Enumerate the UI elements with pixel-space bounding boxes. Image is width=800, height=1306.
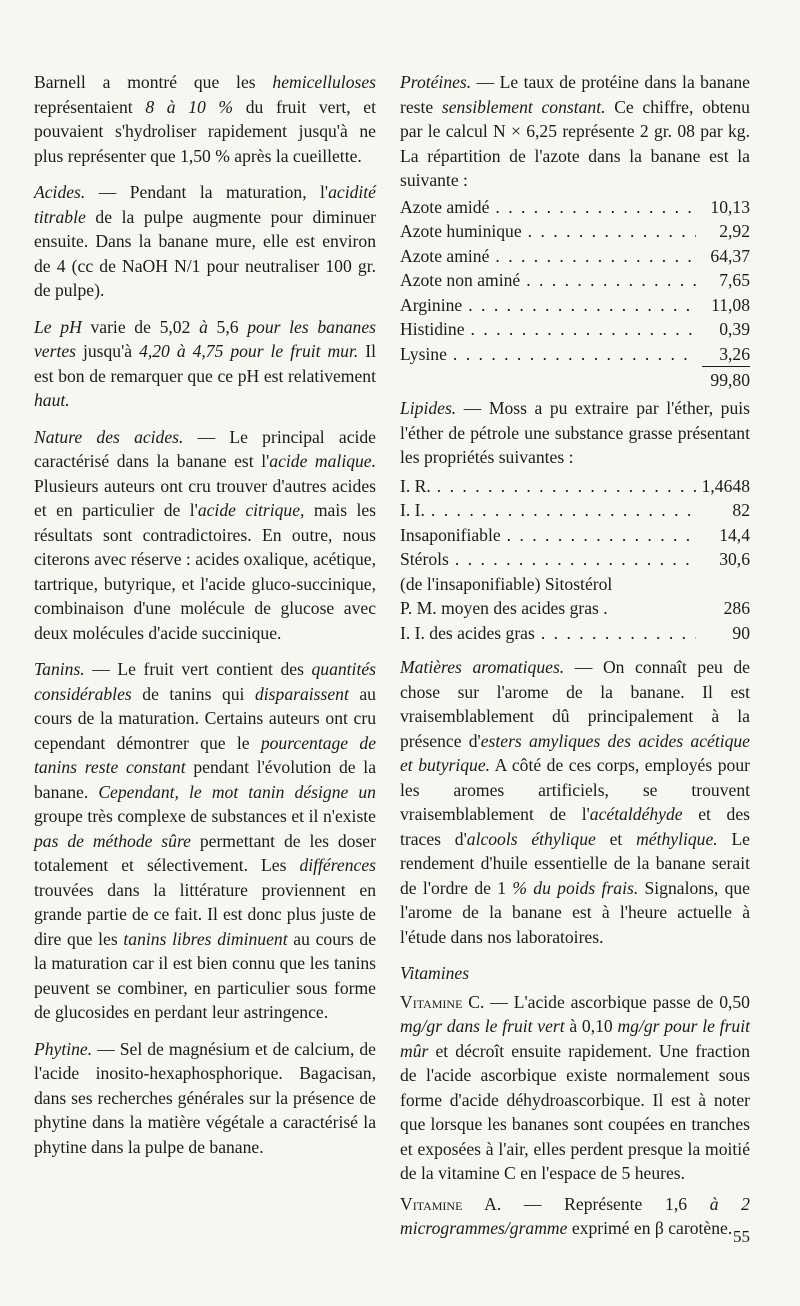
table-row: Arginine . . . 11,08 <box>400 293 750 318</box>
table-row: Stérols . . . 30,6 <box>400 547 750 572</box>
vitamines-heading: Vitamines <box>400 963 470 983</box>
table-row: I. I. des acides gras . . . 90 <box>400 621 750 646</box>
table-row: Azote aminé . . . 64,37 <box>400 244 750 269</box>
paragraph-acides: Acides. — Pendant la maturation, l'acidité titrable de la pulpe augmente pour diminuer ensuite. Dans la banane mure, elle est environ de 4 (cc de NaOH N/1 pour neutraliser 100 gr. de pulpe). <box>34 182 376 300</box>
azote-total: 99,80 <box>710 370 750 390</box>
paragraph-proteines: Protéines. — Le taux de protéine dans la banane reste sensiblement constant. Ce chiffre, obtenu par le calcul N × 6,25 représente 2 gr. 08 par kg. La répartition de l'azote dans la banane est la suivante : <box>400 72 750 190</box>
lipides-table <box>400 474 750 646</box>
azote-table <box>400 195 750 393</box>
paragraph-vitamine-c: Vitamine C. — L'acide ascorbique passe de 0,50 mg/gr dans le fruit vert à 0,10 mg/gr pour le fruit mûr et décroît ensuite rapidement. Une fraction de l'acide ascorbique existe normalement sous forme d'acide déhydroascorbique. Il est à noter que lorsque les bananes sont coupées en tranches et exposées à l'air, elles perdent presque la moitié de la vitamine C en l'espace de 5 heures. <box>400 991 750 1183</box>
table-row: I. I. . . . 82 <box>400 498 750 523</box>
paragraph-ph: Le pH varie de 5,02 à 5,6 pour les bananes vertes jusqu'à 4,20 à 4,75 pour le fruit mur. Il est bon de remarquer que ce pH est relativement haut. <box>34 316 376 410</box>
table-row: Azote amidé . . . 10,13 <box>400 195 750 220</box>
left-column <box>34 70 376 1171</box>
paragraph-matieres-aromatiques: Matières aromatiques. — On connaît peu de chose sur l'arome de la banane. Il est vraisemblablement dû principalement à la présence d'esters amyliques des acides acétique et butyrique. A côté de ces corps, employés pour les aromes artificiels, se trouvent vraisemblablement de l'acétaldéhyde et des traces d'alcools éthylique et méthylique. Le rendement d'huile essentielle de la banane serait de l'ordre de 1 % du poids frais. Signalons, que l'arome de la banane est à l'heure actuelle à l'étude dans nos laboratoires. <box>400 657 750 947</box>
table-row: P. M. moyen des acides gras . 286 <box>400 598 750 618</box>
paragraph-tanins: Tanins. — Le fruit vert contient des quantités considérables de tanins qui disparaissent au cours de la maturation. Certains auteurs ont cru cependant démontrer que le pourcentage de tanins reste constant pendant l'évolution de la banane. Cependant, le mot tanin désigne un groupe très complexe de substances et il n'existe pas de méthode sûre permettant de les doser totalement et sélectivement. Les différences trouvées dans la littérature proviennent en grande partie de ce fait. Il est donc plus juste de dire que les tanins libres diminuent au cours de la maturation car il est bien connu que les tanins peuvent se combiner, en particulier sous forme de glucosides en perdant leur astringence. <box>34 659 377 1022</box>
page-number: 55 <box>733 1227 750 1246</box>
right-column <box>400 70 750 1253</box>
table-row: Azote non aminé . . . 7,65 <box>400 268 750 293</box>
table-row: Lysine . . . 3,26 <box>400 342 750 367</box>
paragraph-nature-acides: Nature des acides. — Le principal acide caractérisé dans la banane est l'acide malique. Plusieurs auteurs ont cru trouver d'autres acides et en particulier de l'acide citrique, mais les résultats sont contradictoires. En outre, nous citerons avec réserve : acides oxalique, acétique, tartrique, butyrique, et l'acide gluco-succinique, combinaison d'une molécule de glucose avec deux molécules d'acide succinique. <box>34 426 377 643</box>
paragraph-lipides: Lipides. — Moss a pu extraire par l'éther, puis l'éther de pétrole une substance grasse présentant les propriétés suivantes : <box>400 398 750 467</box>
table-row: Azote huminique . . . 2,92 <box>400 219 750 244</box>
paragraph-hemicelluloses: Barnell a montré que les hemicelluloses représentaient 8 à 10 % du fruit vert, et pouvaient s'hydroliser rapidement jusqu'à ne plus représenter que 1,50 % après la cueillette. <box>34 72 376 166</box>
sitosterol-line: (de l'insaponifiable) Sitostérol <box>400 573 613 594</box>
table-row: I. R. . . . 1,4648 <box>400 474 750 499</box>
paragraph-phytine: Phytine. — Sel de magnésium et de calcium, de l'acide inosito-hexaphosphorique. Bagacisan, dans ses recherches générales sur la présence de phytine dans la matière végétale a caractérisé la phytine dans la pulpe de banane. <box>34 1038 376 1157</box>
table-row: Histidine . . . 0,39 <box>400 317 750 342</box>
paragraph-vitamine-a: Vitamine A. — Représente 1,6 à 2 microgrammes/gramme exprimé en β carotène. <box>400 1193 750 1238</box>
table-row: Insaponifiable . . . 14,4 <box>400 523 750 548</box>
